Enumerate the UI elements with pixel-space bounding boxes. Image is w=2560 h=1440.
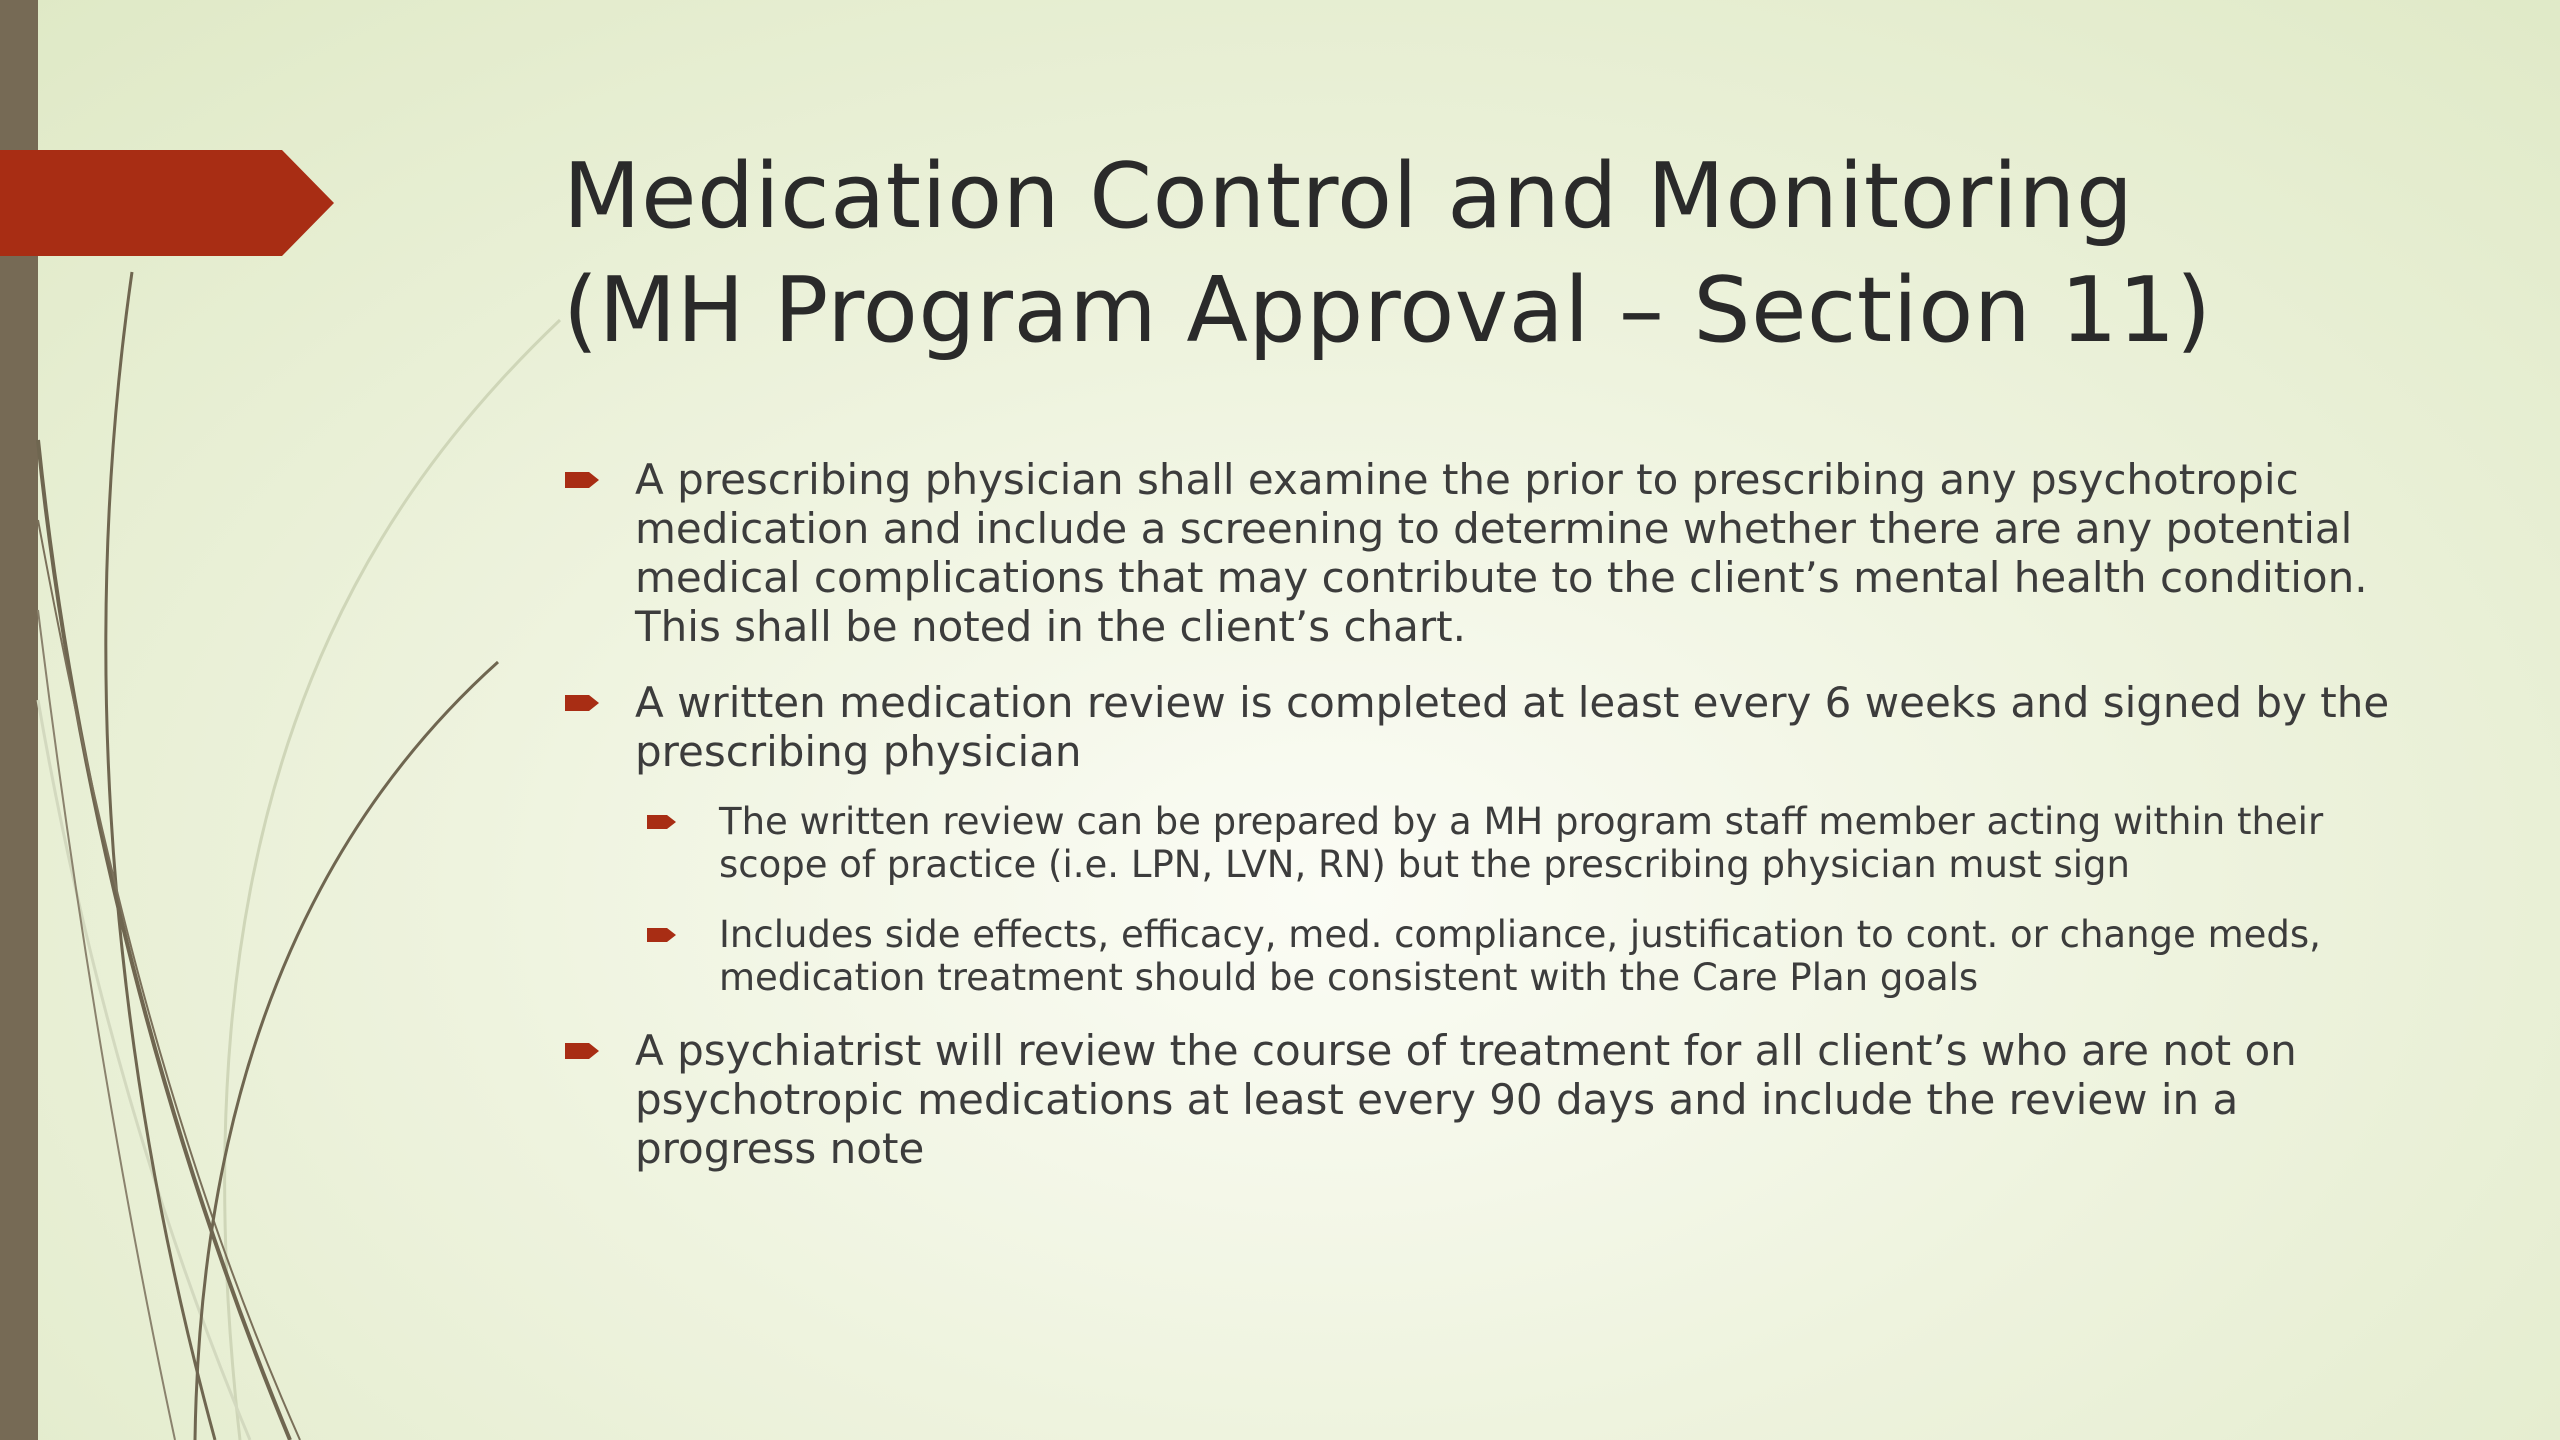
title-accent-tab	[0, 150, 334, 256]
sub-bullet-text: Includes side effects, efficacy, med. compliance, justification to cont. or change meds, medication treatment should be consistent with the Care Plan goals	[719, 913, 2321, 999]
slide-title	[563, 140, 2463, 368]
arrow-bullet-icon	[647, 812, 677, 832]
bullet-list	[563, 455, 2413, 1200]
slide-title-line-2: (MH Program Approval – Section 11)	[563, 258, 2212, 363]
sub-bullet-list	[635, 800, 2413, 999]
sub-bullet-item	[635, 800, 2413, 886]
arrow-bullet-icon	[565, 468, 601, 492]
sub-bullet-text: The written review can be prepared by a MH program staff member acting within their scope of practice (i.e. LPN, LVN, RN) but the prescribing physician must sign	[719, 800, 2324, 886]
bullet-item	[563, 455, 2413, 651]
slide-title-line-1: Medication Control and Monitoring	[563, 144, 2134, 249]
arrow-bullet-icon	[565, 1039, 601, 1063]
bullet-item	[563, 1026, 2413, 1173]
bullet-text: A written medication review is completed at least every 6 weeks and signed by the prescribing physician	[635, 678, 2390, 776]
sub-bullet-item	[635, 913, 2413, 999]
bullet-item	[563, 678, 2413, 999]
arrow-bullet-icon	[565, 691, 601, 715]
arrow-bullet-icon	[647, 925, 677, 945]
bullet-text: A psychiatrist will review the course of treatment for all client’s who are not on psychotropic medications at least every 90 days and include the review in a progress note	[635, 1026, 2297, 1173]
bullet-text: A prescribing physician shall examine the prior to prescribing any psychotropic medication and include a screening to determine whether there are any potential medical complications that may contribute to the client’s mental health condition. This shall be noted in the client’s chart.	[635, 455, 2368, 651]
